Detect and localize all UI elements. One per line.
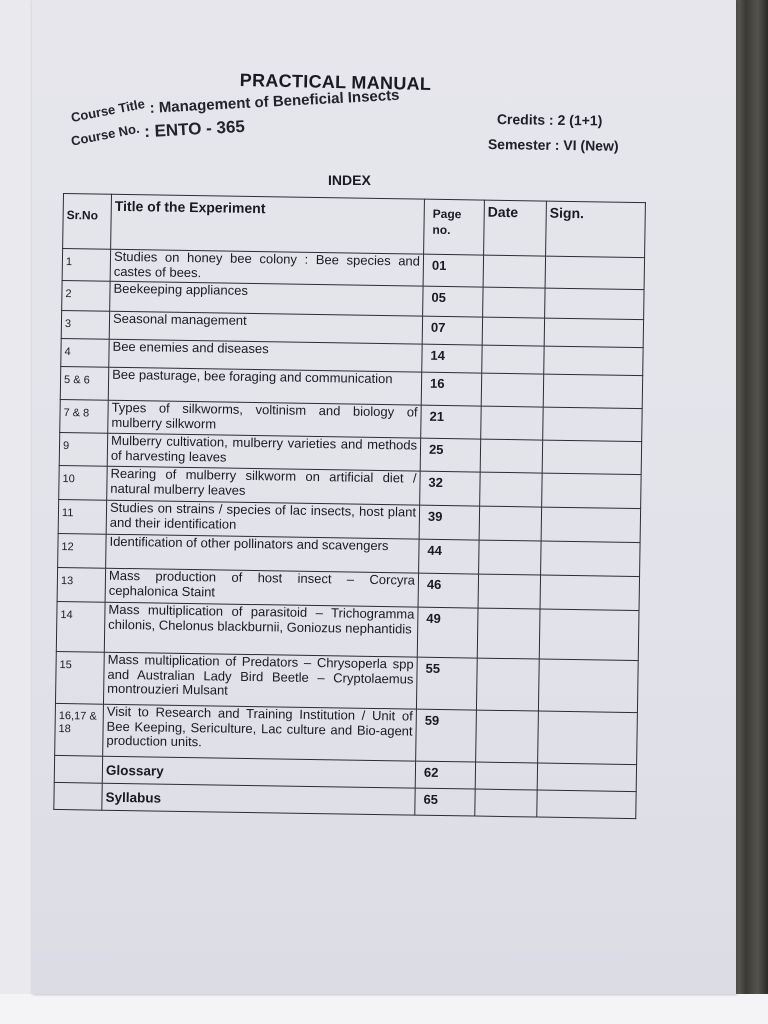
row-sr-no: 7 & 8 [60,399,109,433]
semester-text: Semester : VI (New) [487,136,619,154]
table-header-row [63,194,646,258]
column-header-sign: Sign. [546,201,646,258]
row-sr-no: 14 [56,601,105,652]
row-sign-cell [537,790,636,819]
row-date-cell [478,574,541,609]
column-header-page: Page no. [424,199,485,255]
row-page: 16 [421,372,482,406]
row-sr-no: 10 [59,465,108,500]
row-sr-no: 2 [62,280,110,311]
course-number-value: : ENTO - 365 [143,116,246,142]
row-page: 21 [421,405,482,439]
row-title: Glossary [102,756,415,788]
row-sr-no: 11 [58,499,107,534]
column-header-date: Date [484,200,547,256]
row-title: Mass multiplication of parasitoid – Trichogramma chilonis, Chelonus blackburnii, Goniozus nephantidis [104,602,418,657]
row-sr-no: 13 [57,567,106,602]
row-page: 14 [422,344,482,373]
row-date-cell [482,317,544,346]
row-title: Bee enemies and diseases [109,339,422,372]
row-page: 07 [422,316,482,345]
row-title: Visit to Research and Training Institution / Unit of Bee Keeping, Sericulture, Lac culture and Bio-agent production units. [103,704,417,761]
column-header-title: Title of the Experiment [111,194,425,254]
row-title: Mass production of host insect – Corcyra cephalonica Staint [105,568,418,607]
row-sr-no: 9 [59,432,108,466]
row-date-cell [483,255,545,288]
course-title-value: : Management of Beneficial Insects [149,86,400,117]
row-page: 55 [416,657,477,710]
row-date-cell [483,287,545,318]
course-number-label: Course No. [69,120,141,149]
column-header-sr-no: Sr.No [63,194,112,250]
row-date-cell [475,789,537,817]
row-sr-no [54,755,102,783]
row-sr-no: 4 [61,338,109,367]
row-sign-cell [541,507,641,543]
row-page: 65 [415,788,475,816]
row-sign-cell [542,440,642,475]
row-sign-cell [538,659,638,713]
row-page: 62 [415,761,475,789]
row-sign-cell [545,256,644,290]
row-page: 25 [420,438,481,472]
course-title-label: Course Title [69,96,147,126]
credits-text: Credits : 2 (1+1) [496,111,603,129]
row-sign-cell [541,541,641,577]
row-sr-no: 16,17 & 18 [55,703,104,756]
row-sr-no: 12 [58,533,107,568]
row-page: 46 [418,573,479,608]
row-sign-cell [544,318,643,348]
table-row [55,703,638,764]
background-surface-right [734,0,768,1024]
row-page: 44 [419,539,480,574]
row-title: Mulberry cultivation, mulberry varieties and methods of harvesting leaves [107,433,420,471]
row-sign-cell [543,374,643,409]
row-sign-cell [537,763,636,792]
row-date-cell [476,658,539,711]
row-title: Identification of other pollinators and scavengers [106,534,419,573]
row-date-cell [475,762,537,790]
row-title: Beekeeping appliances [110,281,423,316]
row-sr-no: 15 [55,651,104,704]
row-page: 49 [417,607,478,658]
row-sr-no [54,782,102,810]
row-sign-cell [542,473,642,509]
row-date-cell [477,608,540,659]
row-date-cell [479,540,542,575]
row-sign-cell [543,407,643,442]
row-title: Seasonal management [109,311,422,344]
row-title: Syllabus [102,783,415,815]
row-sign-cell [540,575,640,611]
index-table [53,193,646,819]
row-title: Bee pasturage, bee foraging and communication [108,367,421,405]
row-sr-no: 5 & 6 [60,366,109,400]
row-sign-cell [538,711,638,765]
row-page: 05 [423,286,483,317]
row-date-cell [481,406,544,440]
row-page: 32 [420,471,481,506]
row-date-cell [480,472,543,507]
row-page: 39 [419,505,480,540]
row-page: 01 [423,254,483,287]
row-title: Studies on honey bee colony : Bee species and castes of bees. [110,249,423,286]
row-page: 59 [416,709,477,762]
row-title: Types of silkworms, voltinism and biology of mulberry silkworm [108,400,421,438]
row-sr-no: 1 [62,249,110,282]
row-date-cell [476,710,539,763]
index-heading: INDEX [328,172,371,188]
row-sign-cell [539,609,639,661]
row-title: Mass multiplication of Predators – Chrysoperla spp and Australian Lady Bird Beetle – Cryptolaemus montrouzieri Mulsant [103,652,417,709]
row-date-cell [481,373,544,407]
row-title: Studies on strains / species of lac insects, host plant and their identification [106,500,419,539]
row-date-cell [479,506,542,541]
row-title: Rearing of mulberry silkworm on artificial diet / natural mulberry leaves [107,466,420,505]
row-sr-no: 3 [61,310,109,339]
row-date-cell [480,439,543,473]
background-surface-bottom [0,994,768,1024]
row-sign-cell [545,288,644,320]
row-date-cell [482,345,544,374]
row-sign-cell [544,346,643,376]
page-title: PRACTICAL MANUAL [239,70,432,95]
